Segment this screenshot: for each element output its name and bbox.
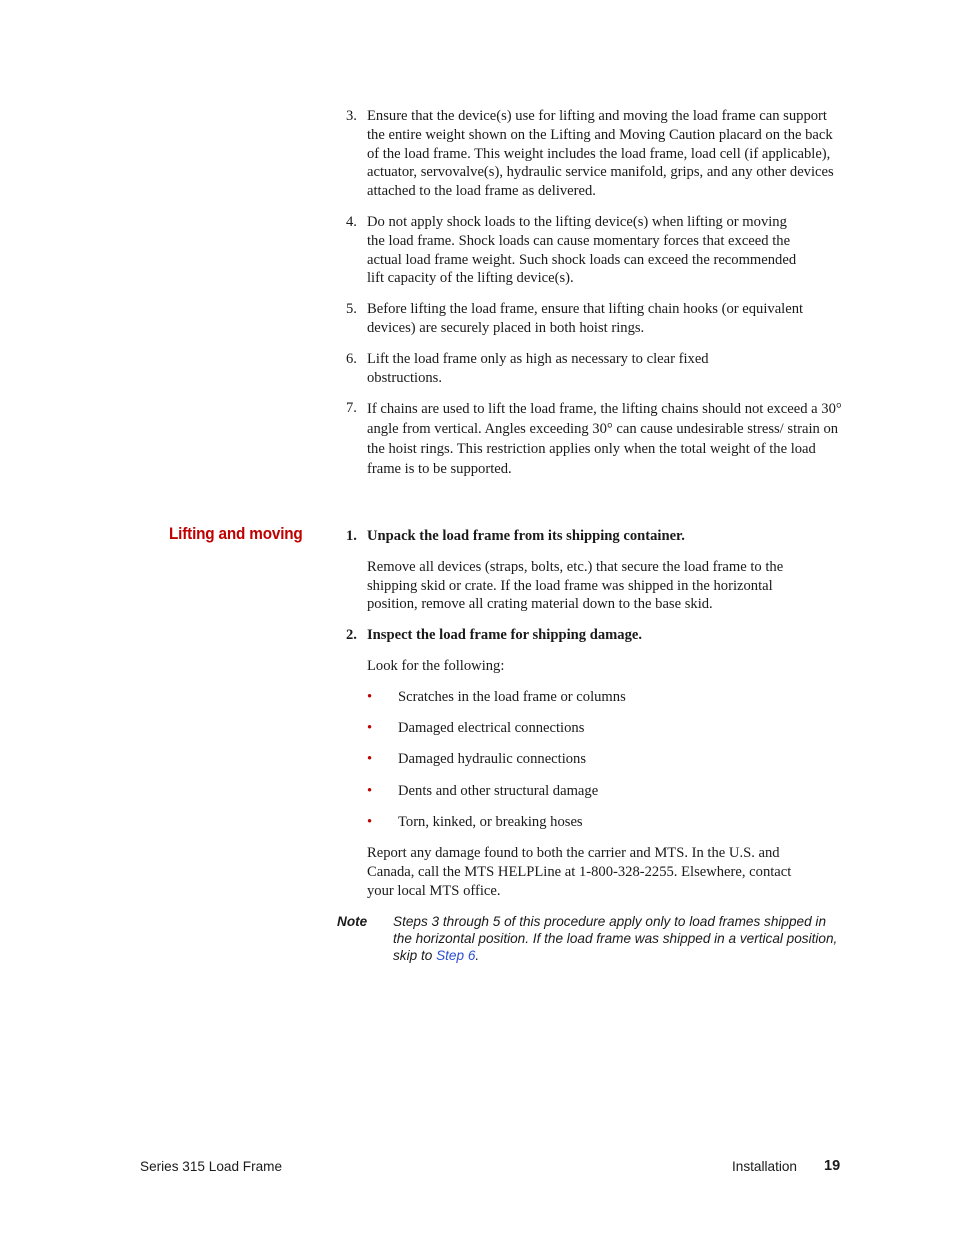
footer-document-title: Series 315 Load Frame xyxy=(140,1159,283,1174)
list-item xyxy=(0,782,954,801)
step-number: 2. xyxy=(346,627,357,644)
note-text xyxy=(393,913,843,964)
step-1-body: Remove all devices (straps, bolts, etc.) that secure the load frame to the shipping skid or crate. If the load frame was shipped in the horizontal position, remove all crating material down to the base skid. xyxy=(367,558,784,613)
step-3 xyxy=(0,107,954,201)
bullet-icon: • xyxy=(367,782,373,799)
step-6-link[interactable]: Step 6 xyxy=(436,948,476,963)
footer-section-name: Installation xyxy=(732,1159,797,1174)
bullet-icon: • xyxy=(367,688,373,705)
step-6 xyxy=(0,350,954,388)
list-item xyxy=(0,750,954,769)
step-number: 1. xyxy=(346,528,357,544)
step-text: If chains are used to lift the load frame, the lifting chains should not exceed a 30° angle from vertical. Angles exceeding 30° can cause undesirable stress/ strain on the hoist rings. This restriction applies only when the total weight of the load frame is to be supported. xyxy=(367,401,842,478)
list-item xyxy=(0,688,954,707)
list-item-text: Torn, kinked, or breaking hoses xyxy=(398,813,583,830)
step-number: 4. xyxy=(346,213,357,230)
list-item-text: Dents and other structural damage xyxy=(398,782,599,799)
bullet-icon: • xyxy=(367,751,373,768)
lifting-procedure xyxy=(0,527,954,913)
page-number: 19 xyxy=(824,1158,841,1174)
step-title: Unpack the load frame from its shipping container. xyxy=(367,528,685,544)
step-number: 7. xyxy=(346,400,357,417)
list-item xyxy=(0,719,954,738)
step-text: Ensure that the device(s) use for lifting and moving the load frame can support the entire weight shown on the Lifting and Moving Caution placard on the back of the load frame. This weight includes the load frame, load cell (if applicable), actuator, servovalve(s), hydraulic service manifold, grips, and any other devices attached to the load frame as delivered. xyxy=(367,108,834,200)
note-block xyxy=(0,913,954,964)
bullet-icon: • xyxy=(367,813,373,830)
damage-report-text: Report any damage found to both the carrier and MTS. In the U.S. and Canada, call the MTS HELPLine at 1-800-328-2255. Elsewhere, contact your local MTS office. xyxy=(367,845,792,899)
list-item-text: Damaged electrical connections xyxy=(398,720,585,737)
damage-checklist xyxy=(0,688,954,832)
note-label: Note xyxy=(337,914,368,929)
section-heading: Lifting and moving xyxy=(169,524,303,543)
lift-step-2 xyxy=(0,626,954,645)
step-text: Do not apply shock loads to the lifting device(s) when lifting or moving the load frame. Shock loads can cause momentary forces that exceed the actual load frame weight. Such shock loads can exceed the recommended lift capacity of the lifting device(s). xyxy=(367,213,797,287)
note-text-end: . xyxy=(475,948,480,963)
lift-step-1 xyxy=(0,527,954,546)
step-7 xyxy=(0,399,954,479)
step-number: 6. xyxy=(346,350,357,367)
list-item-text: Scratches in the load frame or columns xyxy=(398,688,626,705)
bullet-icon: • xyxy=(367,720,373,737)
step-4 xyxy=(0,213,954,288)
step-text: Lift the load frame only as high as necessary to clear fixed obstructions. xyxy=(367,350,709,386)
step-5 xyxy=(0,300,954,338)
note-text-body: Steps 3 through 5 of this procedure apply only to load frames shipped in the horizontal position. If the load frame was shipped in a vertical position, skip to xyxy=(393,914,838,963)
step-number: 5. xyxy=(346,301,357,318)
procedure-steps-top xyxy=(0,107,954,491)
step-text: Before lifting the load frame, ensure that lifting chain hooks (or equivalent devices) are securely placed in both hoist rings. xyxy=(367,301,804,336)
step-title: Inspect the load frame for shipping damage. xyxy=(367,627,642,644)
step-number: 3. xyxy=(346,108,357,124)
step-2-intro: Look for the following: xyxy=(367,657,505,674)
list-item xyxy=(0,813,954,832)
list-item-text: Damaged hydraulic connections xyxy=(398,751,587,768)
